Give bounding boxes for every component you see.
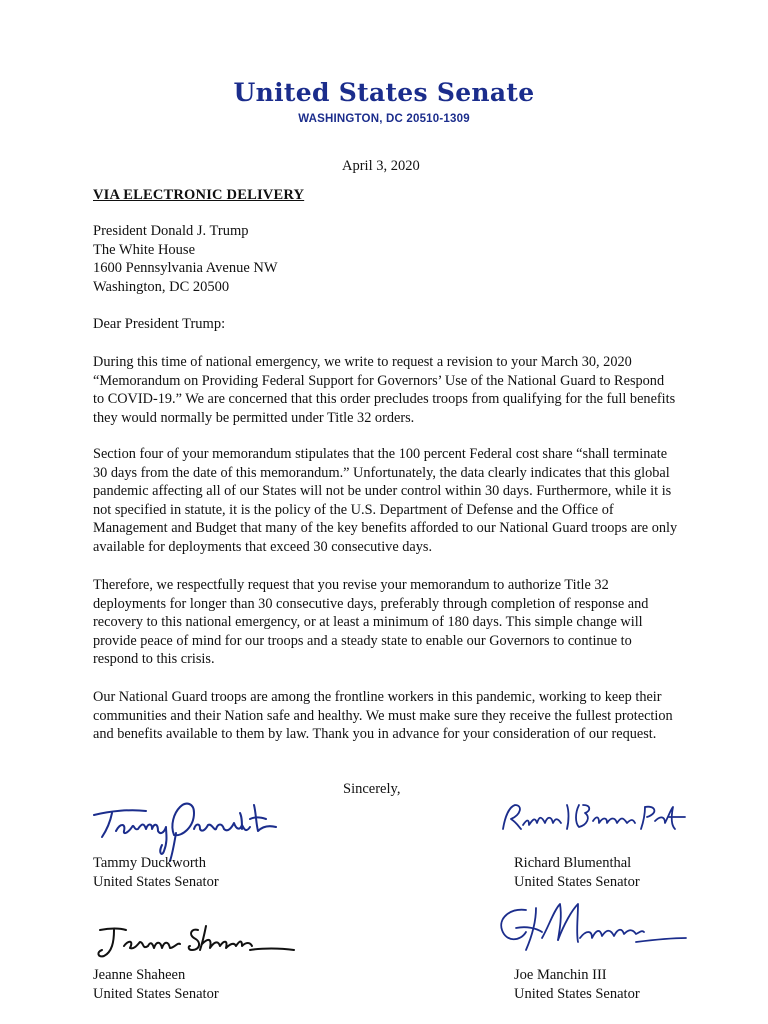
letterhead-title: United States Senate bbox=[233, 78, 535, 107]
body-paragraph: Section four of your memorandum stipulates that the 100 percent Federal cost share “shall terminate 30 days from the date of this memorandum.” Unfortunately, the data clearly indicates that this global pandemic affecting all of our States will not be under control within 30 days. Furthermore, while it is not specified in statute, it is the policy of the U.S. Department of Defense and the Office of Management and Budget that many of the key benefits afforded to our National Guard troops are only available for deployments that exceed 30 consecutive days. bbox=[93, 446, 678, 555]
body-paragraph: Our National Guard troops are among the frontline workers in this pandemic, working to keep their communities and their Nation safe and healthy. We must make sure they receive the fullest protection and benefits available to them by law. Thank you in advance for your consideration of our request. bbox=[93, 689, 673, 743]
signature-blumenthal bbox=[495, 795, 695, 843]
delivery-method: VIA ELECTRONIC DELIVERY bbox=[93, 187, 305, 203]
recipient-line: 1600 Pennsylvania Avenue NW bbox=[93, 260, 278, 276]
recipient-address bbox=[93, 222, 278, 296]
signatory-title: United States Senator bbox=[93, 874, 219, 890]
signature-manchin bbox=[496, 898, 692, 962]
signatory-title: United States Senator bbox=[514, 874, 640, 890]
closing: Sincerely, bbox=[343, 781, 401, 797]
signatory-name: Joe Manchin III bbox=[514, 967, 607, 983]
recipient-line: President Donald J. Trump bbox=[93, 223, 249, 239]
body-paragraph: Therefore, we respectfully request that you revise your memorandum to authorize Title 32 deployments for longer than 30 consecutive days, preferably through completion of response and recovery to this national emergency, or at least a minimum of 180 days. This simple change will provide peace of mind for our troops and a steady state to enable our Governors to continue to respond to this crisis. bbox=[93, 577, 649, 668]
signatory-name: Tammy Duckworth bbox=[93, 855, 206, 871]
recipient-line: Washington, DC 20500 bbox=[93, 278, 230, 295]
signatory-name: Jeanne Shaheen bbox=[93, 967, 186, 983]
body-paragraph: During this time of national emergency, we write to request a revision to your March 30, 2020 “Memorandum on Providing Federal Support for Governors’ Use of the National Guard to Respond to COVID-19.” We are concerned that this order precludes troops from qualifying for the full benefits they would normally be permitted under Title 32 orders. bbox=[93, 354, 676, 426]
signature-shaheen bbox=[90, 918, 300, 968]
salutation: Dear President Trump: bbox=[93, 316, 226, 332]
letter-date: April 3, 2020 bbox=[342, 158, 420, 174]
recipient-line: The White House bbox=[93, 241, 196, 258]
signatory-title: United States Senator bbox=[93, 986, 219, 1002]
letterhead-address: WASHINGTON, DC 20510-1309 bbox=[298, 113, 470, 125]
signatory-title: United States Senator bbox=[514, 986, 640, 1002]
signature-duckworth bbox=[90, 793, 280, 863]
signatory-name: Richard Blumenthal bbox=[514, 855, 632, 871]
